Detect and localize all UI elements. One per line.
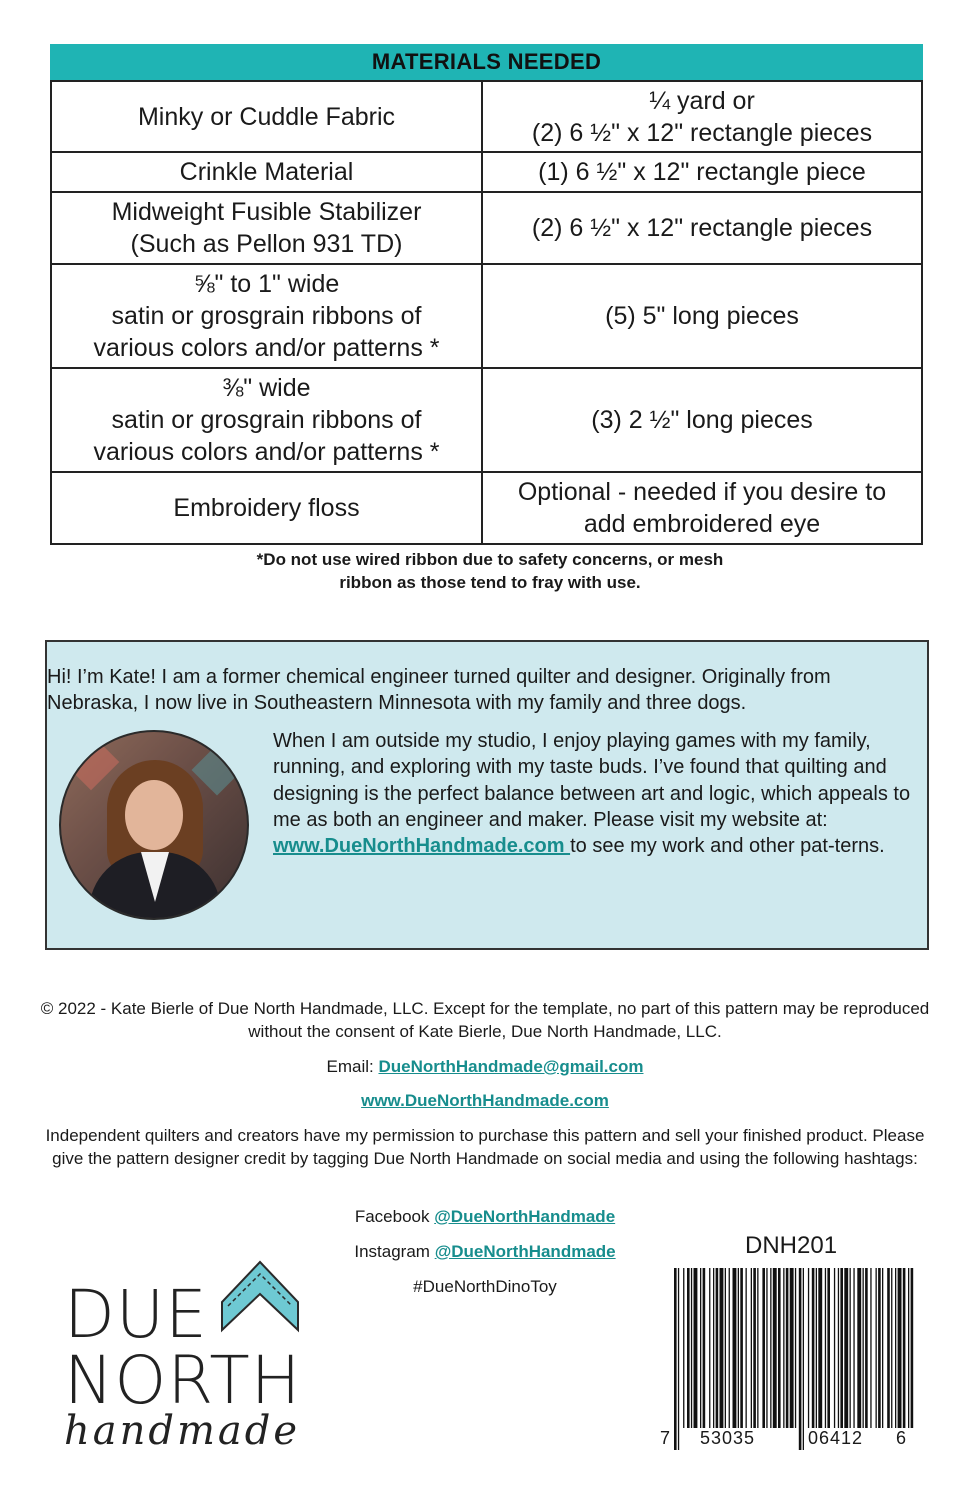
- bio-closing-text: to see my work and other pat-terns.: [570, 835, 885, 858]
- barcode-bar: [799, 1268, 802, 1450]
- barcode-bar: [725, 1268, 726, 1428]
- table-row: [51, 368, 922, 472]
- barcode-bar: [691, 1268, 692, 1428]
- instagram-link[interactable]: @DueNorthHandmade: [434, 1242, 616, 1261]
- website-line: [30, 1089, 940, 1112]
- barcode-bar: [908, 1268, 909, 1428]
- bio-intro: Hi! I’m Kate! I am a former chemical engineer turned quilter and designer. Originally from Nebraska, I now live in Southeastern Minnesota with my family and three dogs.: [47, 666, 831, 714]
- barcode-bar: [808, 1268, 809, 1428]
- barcode-bar: [773, 1268, 777, 1428]
- barcode-bar: [753, 1268, 756, 1428]
- materials-header: MATERIALS NEEDED: [50, 44, 923, 80]
- facebook-label: Facebook: [354, 1207, 435, 1226]
- barcode-bar: [778, 1268, 781, 1428]
- barcode-bar: [857, 1268, 861, 1428]
- table-row: [51, 192, 922, 264]
- safety-note: *Do not use wired ribbon due to safety concerns, or mesh ribbon as those tend to fray with use.: [256, 550, 724, 592]
- barcode-bar: [733, 1268, 737, 1428]
- materials-grid: [50, 80, 923, 545]
- barcode-bar: [790, 1268, 794, 1428]
- barcode-bar: [887, 1268, 890, 1428]
- material-amount: (3) 2 ½" long pieces: [482, 368, 922, 472]
- barcode-bar: [844, 1268, 848, 1428]
- barcode-bar: [786, 1268, 789, 1428]
- north-arrow-icon: [220, 1260, 300, 1340]
- email-line: [30, 1055, 940, 1078]
- material-amount: (1) 6 ½" x 12" rectangle piece: [482, 152, 922, 192]
- table-row: [51, 264, 922, 368]
- material-amount: (2) 6 ½" x 12" rectangle pieces: [482, 192, 922, 264]
- barcode-bar: [895, 1268, 896, 1428]
- barcode-bar: [878, 1268, 881, 1428]
- material-item: Midweight Fusible Stabilizer (Such as Pellon 931 TD): [51, 192, 482, 264]
- material-amount: Optional - needed if you desire to add embroidered eye: [482, 472, 922, 544]
- material-item: ⅝" to 1" wide satin or grosgrain ribbons of various colors and/or patterns *: [51, 264, 482, 368]
- barcode-bar: [683, 1268, 684, 1428]
- facebook-line: [30, 1205, 940, 1228]
- footer-website-link[interactable]: www.DueNorthHandmade.com: [361, 1091, 609, 1110]
- material-item: Crinkle Material: [51, 152, 482, 192]
- barcode-bar: [825, 1268, 826, 1428]
- bio-body: [273, 728, 929, 859]
- barcode-bar: [762, 1268, 765, 1428]
- barcode-bar: [720, 1268, 724, 1428]
- barcode-bar: [838, 1268, 839, 1428]
- barcode-bar: [740, 1268, 743, 1428]
- logo-due: DUE: [64, 1276, 208, 1353]
- barcode-bar: [738, 1268, 739, 1428]
- barcode-bar: [850, 1268, 851, 1428]
- barcode: [672, 1268, 916, 1450]
- barcode-digits-right: 06412: [808, 1428, 864, 1448]
- barcode-bar: [863, 1268, 864, 1428]
- table-row: [51, 472, 922, 544]
- materials-table: [50, 44, 923, 545]
- barcode-bar: [903, 1268, 906, 1428]
- barcode-bar: [827, 1268, 830, 1428]
- barcode-bar: [713, 1268, 714, 1428]
- barcode-bar: [865, 1268, 868, 1428]
- barcode-bar: [746, 1268, 747, 1428]
- barcode-bar: [803, 1268, 804, 1450]
- barcode-bar: [709, 1268, 710, 1428]
- due-north-logo: [62, 1260, 312, 1460]
- hashtag: #DueNorthDinoToy: [413, 1277, 557, 1296]
- barcode-bar: [891, 1268, 892, 1428]
- barcode-bar: [674, 1268, 677, 1450]
- barcode-bar: [703, 1268, 706, 1428]
- logo-handmade: handmade: [64, 1408, 301, 1454]
- barcode-bar: [882, 1268, 883, 1428]
- barcode-bar: [795, 1268, 796, 1428]
- permission-text: Independent quilters and creators have my permission to purchase this pattern and sell your finished product. Please give the pattern designer credit by tagging Due North Handmade on social media and using the following hashtags:: [45, 1126, 925, 1168]
- material-item: Embroidery floss: [51, 472, 482, 544]
- bio-box: [45, 640, 929, 950]
- barcode-bar: [770, 1268, 771, 1428]
- material-item: Minky or Cuddle Fabric: [51, 81, 482, 152]
- barcode-bar: [812, 1268, 815, 1428]
- barcode-bar: [694, 1268, 698, 1428]
- table-row: [51, 152, 922, 192]
- barcode-digits-left: 53035: [700, 1428, 756, 1448]
- website-link[interactable]: www.DueNorthHandmade.com: [273, 835, 571, 858]
- barcode-bar: [751, 1268, 752, 1428]
- barcode-digit-last: 6: [896, 1428, 908, 1448]
- table-row: [51, 81, 922, 152]
- barcode-bar: [853, 1268, 854, 1428]
- barcode-bar: [816, 1268, 817, 1428]
- barcode-bar: [840, 1268, 843, 1428]
- material-item: ⅜" wide satin or grosgrain ribbons of various colors and/or patterns *: [51, 368, 482, 472]
- bio-body-text: When I am outside my studio, I enjoy playing games with my family, running, and exploring with my taste buds. I’ve found that quilting and designing is the perfect balance between art and logic, which appeals to me as both an engineer and maker. Please visit my website at:: [273, 730, 911, 831]
- barcode-bar: [911, 1268, 914, 1428]
- facebook-link[interactable]: @DueNorthHandmade: [434, 1207, 616, 1226]
- barcode-bar: [898, 1268, 902, 1428]
- barcode-bar: [876, 1268, 877, 1428]
- barcode-bar: [766, 1268, 767, 1428]
- instagram-label: Instagram: [354, 1242, 435, 1261]
- barcode-bar: [783, 1268, 784, 1428]
- email-link[interactable]: DueNorthHandmade@gmail.com: [378, 1057, 644, 1076]
- barcode-bar: [818, 1268, 822, 1428]
- material-amount: (5) 5" long pieces: [482, 264, 922, 368]
- barcode-bar: [687, 1268, 690, 1428]
- barcode-bar: [757, 1268, 758, 1428]
- barcode-bar: [678, 1268, 679, 1450]
- copyright-notice: © 2022 - Kate Bierle of Due North Handmade, LLC. Except for the template, no part of this pattern may be reproduced without the consent of Kate Bierle, Due North Handmade, LLC.: [40, 999, 930, 1041]
- barcode-bar: [834, 1268, 835, 1428]
- barcode-bar: [729, 1268, 730, 1428]
- logo-north: NORTH: [64, 1342, 302, 1419]
- barcode-bar: [700, 1268, 701, 1428]
- sku-code: DNH201: [745, 1232, 838, 1259]
- material-amount: ¼ yard or (2) 6 ½" x 12" rectangle pieces: [482, 81, 922, 152]
- barcode-digit-first: 7: [660, 1428, 672, 1448]
- author-photo: [59, 730, 249, 920]
- barcode-bar: [716, 1268, 719, 1428]
- barcode-bar: [870, 1268, 871, 1428]
- email-label: Email:: [326, 1057, 379, 1076]
